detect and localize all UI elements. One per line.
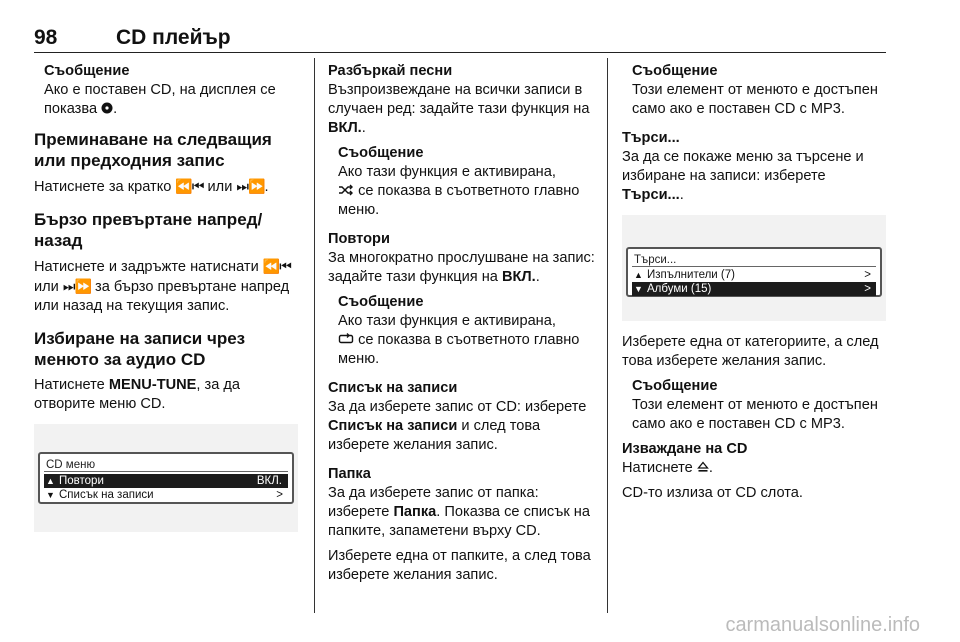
menu-row-repeat[interactable]: ▲ Повтори ВКЛ. [44,474,288,488]
shuffle-icon [338,183,354,199]
note-text: Ако е поставен CD, на дисплея се показва . [44,82,276,117]
note-heading: Съобщение [632,378,718,394]
chevron-right-icon: > [864,269,871,281]
menu-row-artists[interactable]: ▲ Изпълнители (7) > [634,269,871,281]
note-heading: Съобщение [632,63,718,79]
note-mp3-only-2: Съобщение Този елемент от менюто е достъпен само ако е поставен CD с MP3. [632,377,888,434]
rewind-icon: ⏪ [262,258,280,274]
fast-forward-icon: ⏩ [248,178,265,194]
screen-title: CD меню [46,459,96,471]
heading-search: Търси... [622,130,680,146]
header-rule [34,52,886,53]
column-divider-2 [607,58,608,613]
para-folder-select: Изберете една от папките, а след това изберете желания запис. [328,548,591,583]
display-screen [626,247,882,297]
screen-title: Търси... [634,254,677,266]
down-arrow-icon: ▼ [46,490,55,500]
display-screen [38,452,294,504]
para-shuffle: Възпроизвеждане на всички записи в случаен ред: задайте тази функция на ВКЛ.. [328,82,590,136]
para-repeat: За многократно прослушване на запис: задайте тази функция на ВКЛ.. [328,250,595,285]
heading-shuffle: Разбъркай песни [328,63,453,79]
up-arrow-icon: ▲ [46,476,55,486]
para-eject-result: CD-то излиза от CD слота. [622,485,803,501]
column-3 [622,62,888,503]
eject-icon [697,460,709,476]
heading-menu-select: Избиране на записи чрез менюто за аудио CD [34,329,246,369]
chevron-right-icon: > [276,489,283,501]
watermark: carmanualsonline.info [725,614,920,636]
para-track-list: За да изберете запис от CD: изберете Списък на записи и след това изберете желания запис. [328,399,587,453]
page-number: 98 [34,26,58,49]
para-search: За да се покаже меню за търсене и избиране на записи: изберете Търси.... [622,149,864,203]
heading-folder: Папка [328,466,371,482]
disc-icon [101,101,113,117]
note-heading: Съобщение [44,63,130,79]
skip-back-icon: ⏮ [279,258,291,274]
note-heading: Съобщение [338,294,424,310]
para-folder: За да изберете запис от папка: изберете Папка. Показва се списък на папките, запаметени върху CD. [328,485,590,539]
column-1 [34,62,300,532]
heading-fast-forward: Бързо превъртане напред/ назад [34,210,263,250]
repeat-icon [338,332,354,348]
heading-track-list: Списък на записи [328,380,458,396]
note-shuffle: Съобщение Ако тази функция е активирана, се показва в съответното главно меню. [338,144,596,220]
cd-menu-screenshot [34,424,298,532]
down-arrow-icon: ▼ [634,284,643,294]
menu-row-track-list[interactable]: ▼ Списък на записи > [46,489,283,501]
note-heading: Съобщение [338,145,424,161]
para-next-prev: Натиснете за кратко ⏪⏮ или ⏭⏩. [34,178,269,195]
chevron-right-icon: > [864,283,871,295]
heading-next-prev: Преминаване на следващия или предходния запис [34,130,272,170]
column-divider-1 [314,58,315,613]
fast-forward-icon: ⏩ [74,278,91,294]
menu-row-albums[interactable]: ▼ Албуми (15) > [632,282,876,296]
skip-back-icon: ⏮ [191,178,204,194]
up-arrow-icon: ▲ [634,270,643,280]
column-2 [328,62,596,585]
para-categories: Изберете една от категориите, а след това изберете желания запис. [622,334,879,369]
skip-forward-icon: ⏭ [62,278,75,294]
skip-forward-icon: ⏭ [236,178,249,194]
note-repeat: Съобщение Ако тази функция е активирана, се показва в съответното главно меню. [338,293,596,369]
page-header [34,26,886,54]
note-mp3-only: Съобщение Този елемент от менюто е достъпен само ако е поставен CD с MP3. [632,62,888,119]
heading-eject: Изваждане на CD [622,441,748,457]
rewind-icon: ⏪ [175,178,192,194]
para-eject: Натиснете . [622,460,713,476]
search-menu-screenshot [622,215,886,321]
para-fast-forward: Натиснете и задръжте натиснати ⏪⏮ или ⏭⏩ за бързо превъртане напред или назад на текущия запис. [34,258,291,314]
para-menu-select: Натиснете MENU-TUNE, за да отворите меню CD. [34,377,241,412]
note-cd-inserted [44,62,300,119]
page-title: CD плейър [116,26,231,49]
heading-repeat: Повтори [328,231,390,247]
